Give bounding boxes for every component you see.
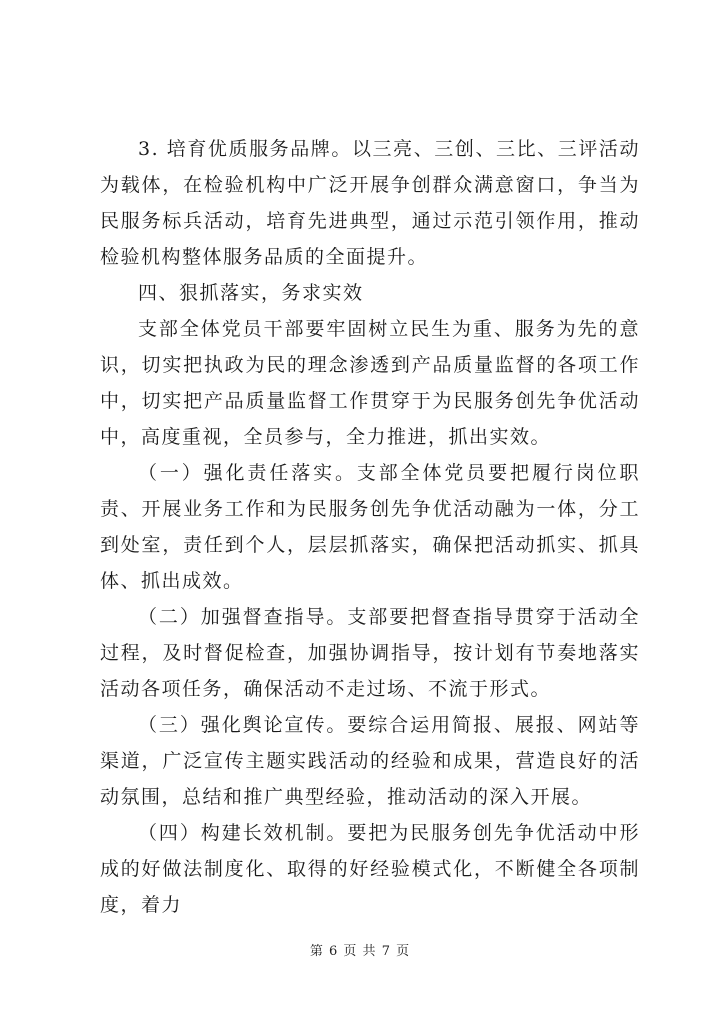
paragraph-party-members: 支部全体党员干部要牢固树立民生为重、服务为先的意识，切实把执政为民的理念渗透到产品质量监督的各项工作中，切实把产品质量监督工作贯穿于为民服务创先争优活动中，高度重视，全员参与，全力推进，抓出实效。 — [100, 318, 640, 448]
paragraph-supervision: （二）加强督查指导。支部要把督查指导贯穿于活动全过程，及时督促检查，加强协调指导，按计划有节奏地落实活动各项任务，确保活动不走过场、不流于形式。 — [100, 606, 640, 700]
paragraph-quality-brand: 3. 培育优质服务品牌。以三亮、三创、三比、三评活动为载体，在检验机构中广泛开展争创群众满意窗口，争当为民服务标兵活动，培育先进典型，通过示范引领作用，推动检验机构整体服务品质的全面提升。 — [100, 138, 640, 268]
document-body — [100, 131, 640, 923]
section-heading-implementation: 四、狠抓落实，务求实效 — [138, 282, 364, 304]
paragraph-long-term-mechanism: （四）构建长效机制。要把为民服务创先争优活动中形成的好做法制度化、取得的好经验模式化，不断健全各项制度，着力 — [100, 822, 640, 916]
page-footer: 第 6 页 共 7 页 — [309, 944, 411, 959]
paragraph-responsibility: （一）强化责任落实。支部全体党员要把履行岗位职责、开展业务工作和为民服务创先争优活动融为一体，分工到处室，责任到个人，层层抓落实，确保把活动抓实、抓具体、抓出成效。 — [100, 462, 640, 592]
paragraph-publicity: （三）强化舆论宣传。要综合运用简报、展报、网站等渠道，广泛宣传主题实践活动的经验和成果，营造良好的活动氛围，总结和推广典型经验，推动活动的深入开展。 — [100, 714, 640, 808]
